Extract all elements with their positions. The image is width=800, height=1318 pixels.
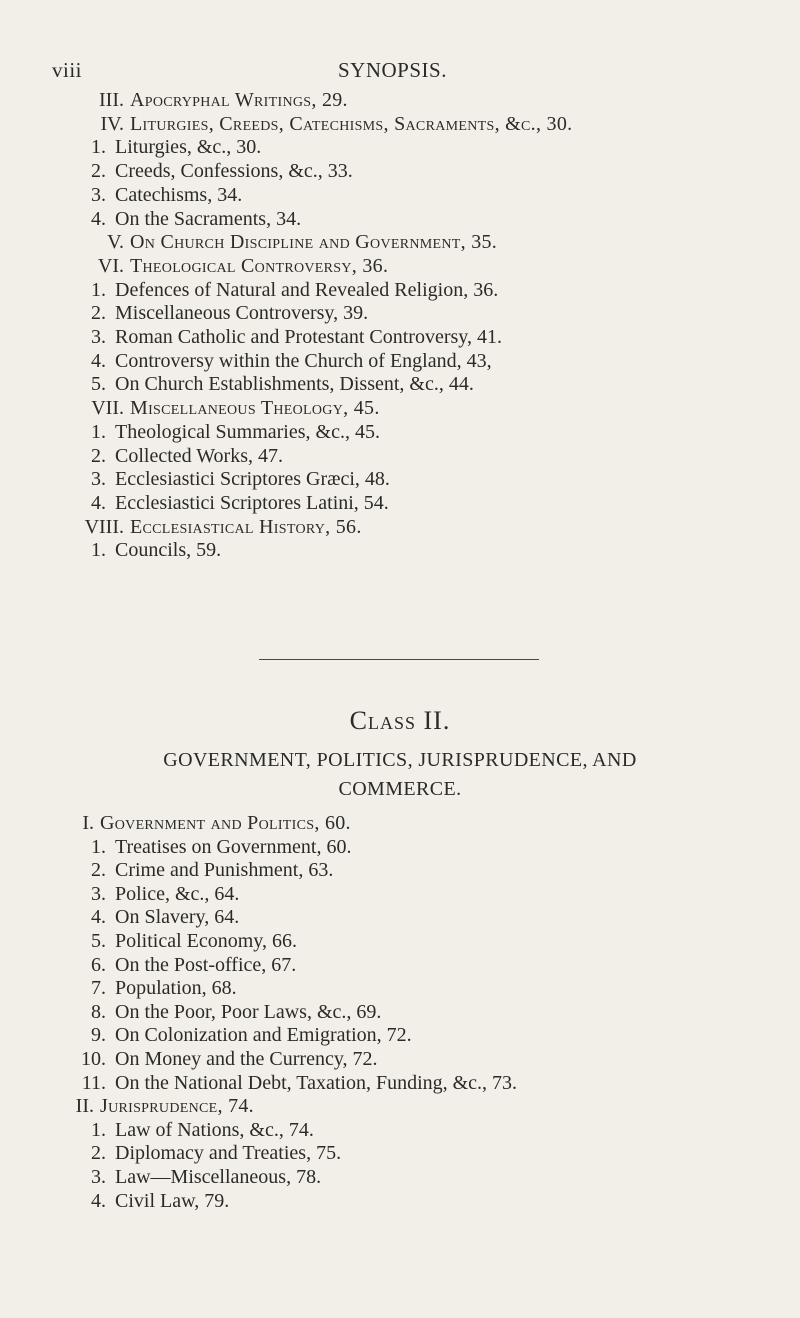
entry-text: Law—Miscellaneous, 78. [115, 1166, 322, 1188]
entry-text: Crime and Punishment, 63. [115, 859, 334, 882]
item-number: 1. [91, 539, 106, 562]
roman-numeral: II. [75, 1095, 94, 1118]
entry-text: Collected Works, 47. [115, 444, 283, 467]
entry-text: Roman Catholic and Protestant Controversy, 41. [115, 326, 502, 348]
entry-text: Law of Nations, &c., 74. [115, 1118, 314, 1141]
roman-numeral: IV. [100, 112, 124, 135]
item-number: 3. [91, 1166, 106, 1188]
entry-text: Defences of Natural and Revealed Religion, 36. [115, 278, 499, 301]
item-number: 5. [91, 373, 106, 396]
roman-numeral: I. [82, 812, 94, 834]
roman-numeral: VII. [91, 397, 124, 420]
entry-text: Government and Politics, 60. [100, 812, 351, 834]
entry-text: On the Sacraments, 34. [115, 207, 302, 230]
entry-text: On the National Debt, Taxation, Funding, &c., 73. [115, 1071, 518, 1094]
roman-numeral: VIII. [84, 515, 124, 538]
entry-text: Miscellaneous Controversy, 39. [115, 302, 369, 325]
item-number: 8. [91, 1000, 106, 1023]
entry-text: Jurisprudence, 74. [100, 1095, 254, 1118]
item-number: 2. [91, 160, 106, 183]
roman-numeral: III. [99, 89, 124, 111]
entry-text: Diplomacy and Treaties, 75. [115, 1142, 342, 1165]
roman-numeral: V. [107, 231, 124, 254]
entry-text: On Colonization and Emigration, 72. [115, 1024, 412, 1047]
item-number: 1. [91, 278, 106, 301]
item-number: 7. [91, 977, 106, 1000]
item-number: 1. [91, 136, 106, 159]
entry-text: On the Post-office, 67. [115, 953, 297, 976]
entry-text: Police, &c., 64. [115, 882, 240, 905]
item-number: 4. [91, 207, 106, 230]
entry-text: On Slavery, 64. [115, 906, 240, 929]
item-number: 3. [91, 468, 106, 491]
entry-text: Ecclesiastical History, 56. [130, 515, 362, 538]
entry-text: Ecclesiastici Scriptores Græci, 48. [115, 468, 390, 491]
entry-text: Population, 68. [115, 977, 237, 1000]
item-number: 2. [91, 302, 106, 325]
item-number: 1. [91, 1118, 106, 1141]
entry-text: Theological Summaries, &c., 45. [115, 420, 380, 443]
item-number: 9. [91, 1024, 106, 1047]
class-heading: Class II. [349, 706, 451, 735]
section-divider [259, 659, 539, 660]
item-number: 1. [91, 420, 106, 443]
entry-text: Catechisms, 34. [115, 183, 243, 206]
item-number: 2. [91, 444, 106, 467]
item-number: 3. [91, 326, 106, 348]
class-subtitle-line-2: COMMERCE. [338, 778, 462, 800]
item-number: 1. [91, 835, 106, 858]
entry-text: Creeds, Confessions, &c., 33. [115, 160, 353, 183]
item-number: 11. [81, 1071, 106, 1094]
page-number: viii [52, 58, 83, 82]
class-subtitle-line-1: GOVERNMENT, POLITICS, JURISPRUDENCE, AND [163, 749, 637, 771]
item-number: 4. [91, 906, 106, 929]
entry-text: Controversy within the Church of England, 43, [115, 349, 492, 372]
item-number: 2. [91, 1142, 106, 1165]
item-number: 4. [91, 1189, 106, 1212]
entry-text: Apocryphal Writings, 29. [130, 89, 348, 111]
entry-text: Liturgies, &c., 30. [115, 136, 262, 159]
entry-text: On Money and the Currency, 72. [115, 1048, 378, 1070]
item-number: 4. [91, 349, 106, 372]
item-number: 3. [91, 882, 106, 905]
entry-text: Treatises on Government, 60. [115, 835, 352, 858]
item-number: 6. [91, 953, 106, 976]
item-number: 10. [81, 1048, 106, 1070]
item-number: 3. [91, 183, 106, 206]
entry-text: On Church Establishments, Dissent, &c., 44. [115, 373, 474, 396]
entry-text: Liturgies, Creeds, Catechisms, Sacraments, &c., 30. [130, 112, 573, 135]
entry-text: Ecclesiastici Scriptores Latini, 54. [115, 491, 389, 514]
entry-text: Councils, 59. [115, 539, 222, 562]
entry-text: Miscellaneous Theology, 45. [130, 397, 380, 420]
item-number: 5. [91, 930, 106, 952]
item-number: 2. [91, 859, 106, 882]
entry-text: On the Poor, Poor Laws, &c., 69. [115, 1000, 382, 1023]
item-number: 4. [91, 491, 106, 514]
entry-text: Political Economy, 66. [115, 930, 298, 952]
roman-numeral: VI. [97, 254, 124, 277]
entry-text: On Church Discipline and Government, 35. [130, 231, 498, 254]
running-title: SYNOPSIS. [338, 58, 447, 82]
entry-text: Civil Law, 79. [115, 1189, 230, 1212]
entry-text: Theological Controversy, 36. [130, 254, 389, 277]
